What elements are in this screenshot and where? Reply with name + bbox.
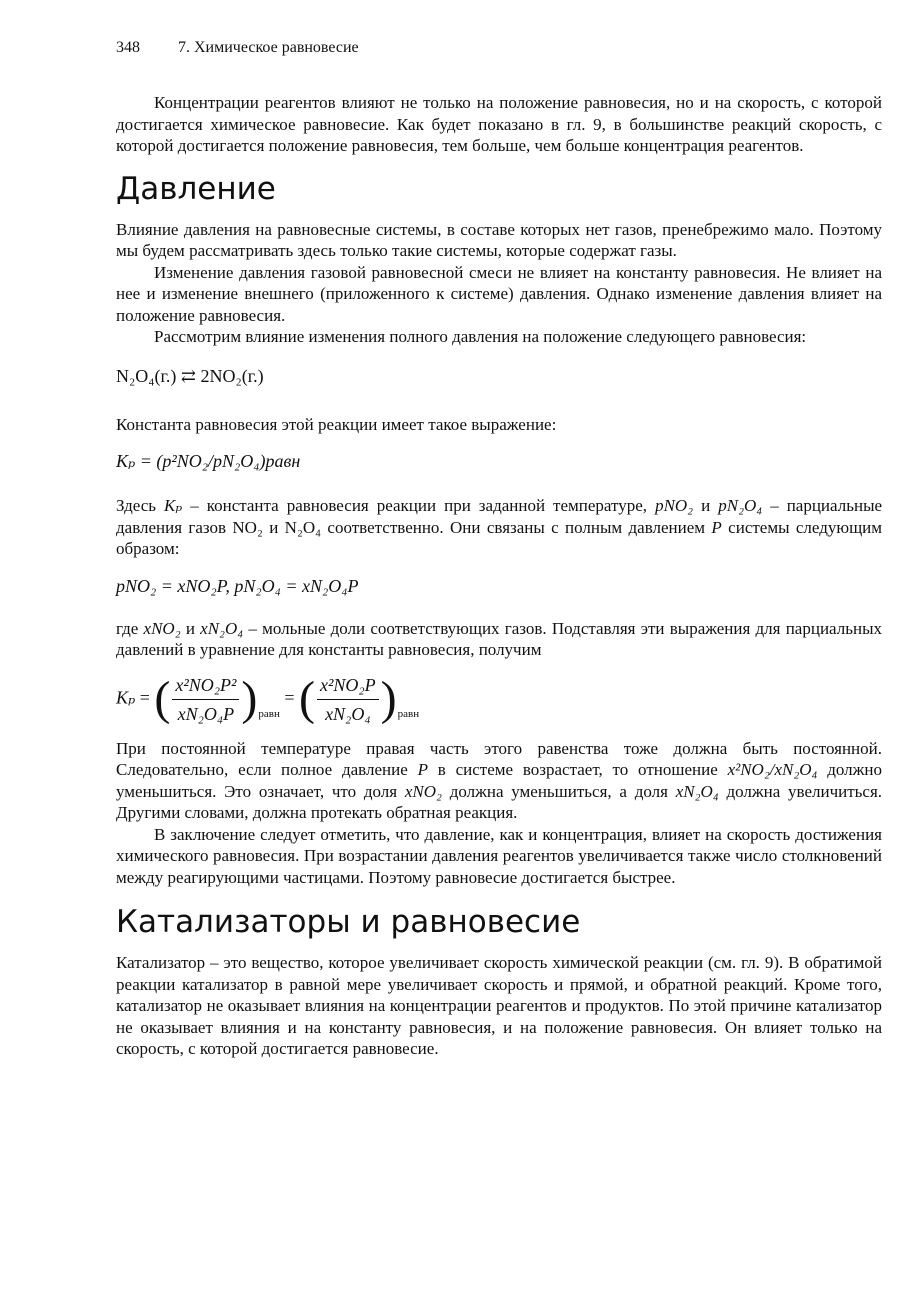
reaction-left: N₂O₄(г.) (116, 365, 177, 386)
running-header (116, 38, 882, 58)
reaction-equation (116, 364, 882, 388)
reaction-right: 2NO₂(г.) (200, 365, 264, 386)
equilibrium-arrow-icon: ⇄ (180, 365, 196, 386)
kp-formula: Kₚ = (p²NO₂/pN₂O₄)равн (116, 451, 301, 471)
partial-pressure-formula: pNO₂ = xNO₂P, pN₂O₄ = xN₂O₄P (116, 575, 359, 596)
pressure-paragraph-4: Константа равновесия этой реакции имеет такое выражение: (116, 414, 557, 434)
kp-symbol: Kₚ (116, 687, 136, 708)
pressure-paragraph-1: Влияние давления на равновесные системы, в составе которых нет газов, пренебрежимо мало. Поэтому мы будем рассматривать здесь только такие системы, которые содержат газы. (116, 219, 882, 260)
kp-expanded-formula: Kₚ = ( $\frac{\text{x²NO₂P²}}{\text{xN₂O₄P}}$ ) равн = ( $\frac{\text{x²NO₂P}}{\text{xN₂O₄}}$ ) равн (116, 672, 420, 725)
catalysts-paragraph-1: Катализатор – это вещество, которое увеличивает скорость химической реакции (см. гл. 9). В обратимой реакции катализатор в равной мере увеличивает скорость и прямой, и обратной реакций. Кроме того, катализатор не оказывает влияния на концентрации реагентов и продуктов. По этой причине катализатор не оказывает влияния и на константу равновесия, и на положение равновесия. Он влияет только на скорость, с которой достигается равновесие. (116, 953, 882, 1058)
pressure-paragraph-2: Изменение давления газовой равновесной смеси не влияет на константу равновесия. Не влияет на нее и изменение внешнего (приложенного к системе) давления. Однако изменение давления влияет на положение равновесия. (116, 262, 882, 325)
chapter-title: 7. Химическое равновесие (178, 39, 359, 56)
pressure-paragraph-7: При постоянной температуре правая часть этого равенства тоже должна быть постоянной. Следовательно, если полное давление P в системе возрастает, то отношение x²NO₂/xN₂O₄ должно уменьшиться. Это означает, что доля xNO₂ должна уменьшиться, а доля xN₂O₄ должна увеличиться. Другими словами, должна протекать обратная реакция. (116, 738, 883, 822)
section-title-pressure: Давление (116, 170, 276, 207)
page (116, 38, 882, 1060)
pressure-paragraph-8: В заключение следует отметить, что давление, как и концентрация, влияет на скорость достижения химического равновесия. При возрастании давления реагентов увеличивается также число столкновений между реагирующими частицами. Поэтому равновесие достигается быстрее. (116, 824, 882, 887)
intro-paragraph: Концентрации реагентов влияют не только на положение равновесия, но и на скорость, с которой достигается химическое равновесие. Как будет показано в гл. 9, в большинстве реакций скорость, с которой достигается положение равновесия, тем больше, чем больше концентрация реагентов. (116, 93, 882, 155)
fraction-1: ( $\frac{\text{x²NO₂P²}}{\text{xN₂O₄P}}$ ) равн (154, 672, 280, 725)
page-number: 348 (116, 39, 140, 56)
pressure-paragraph-5: Здесь Kₚ – константа равновесия реакции при заданной температуре, pNO₂ и pN₂O₄ – парциальные давления газов NO₂ и N₂O₄ соответственно. Они связаны с полным давлением P системы следующим образом: (116, 496, 883, 558)
section-title-catalysts: Катализаторы и равновесие (116, 904, 581, 940)
fraction-2: ( $\frac{\text{x²NO₂P}}{\text{xN₂O₄}}$ ) равн (299, 672, 420, 725)
pressure-paragraph-6: где xNO₂ и xN₂O₄ – мольные доли соответствующих газов. Подставляя эти выражения для парциальных давлений в уравнение для константы равновесия, получим (116, 618, 882, 659)
pressure-paragraph-3: Рассмотрим влияние изменения полного давления на положение следующего равновесия: (154, 327, 807, 346)
